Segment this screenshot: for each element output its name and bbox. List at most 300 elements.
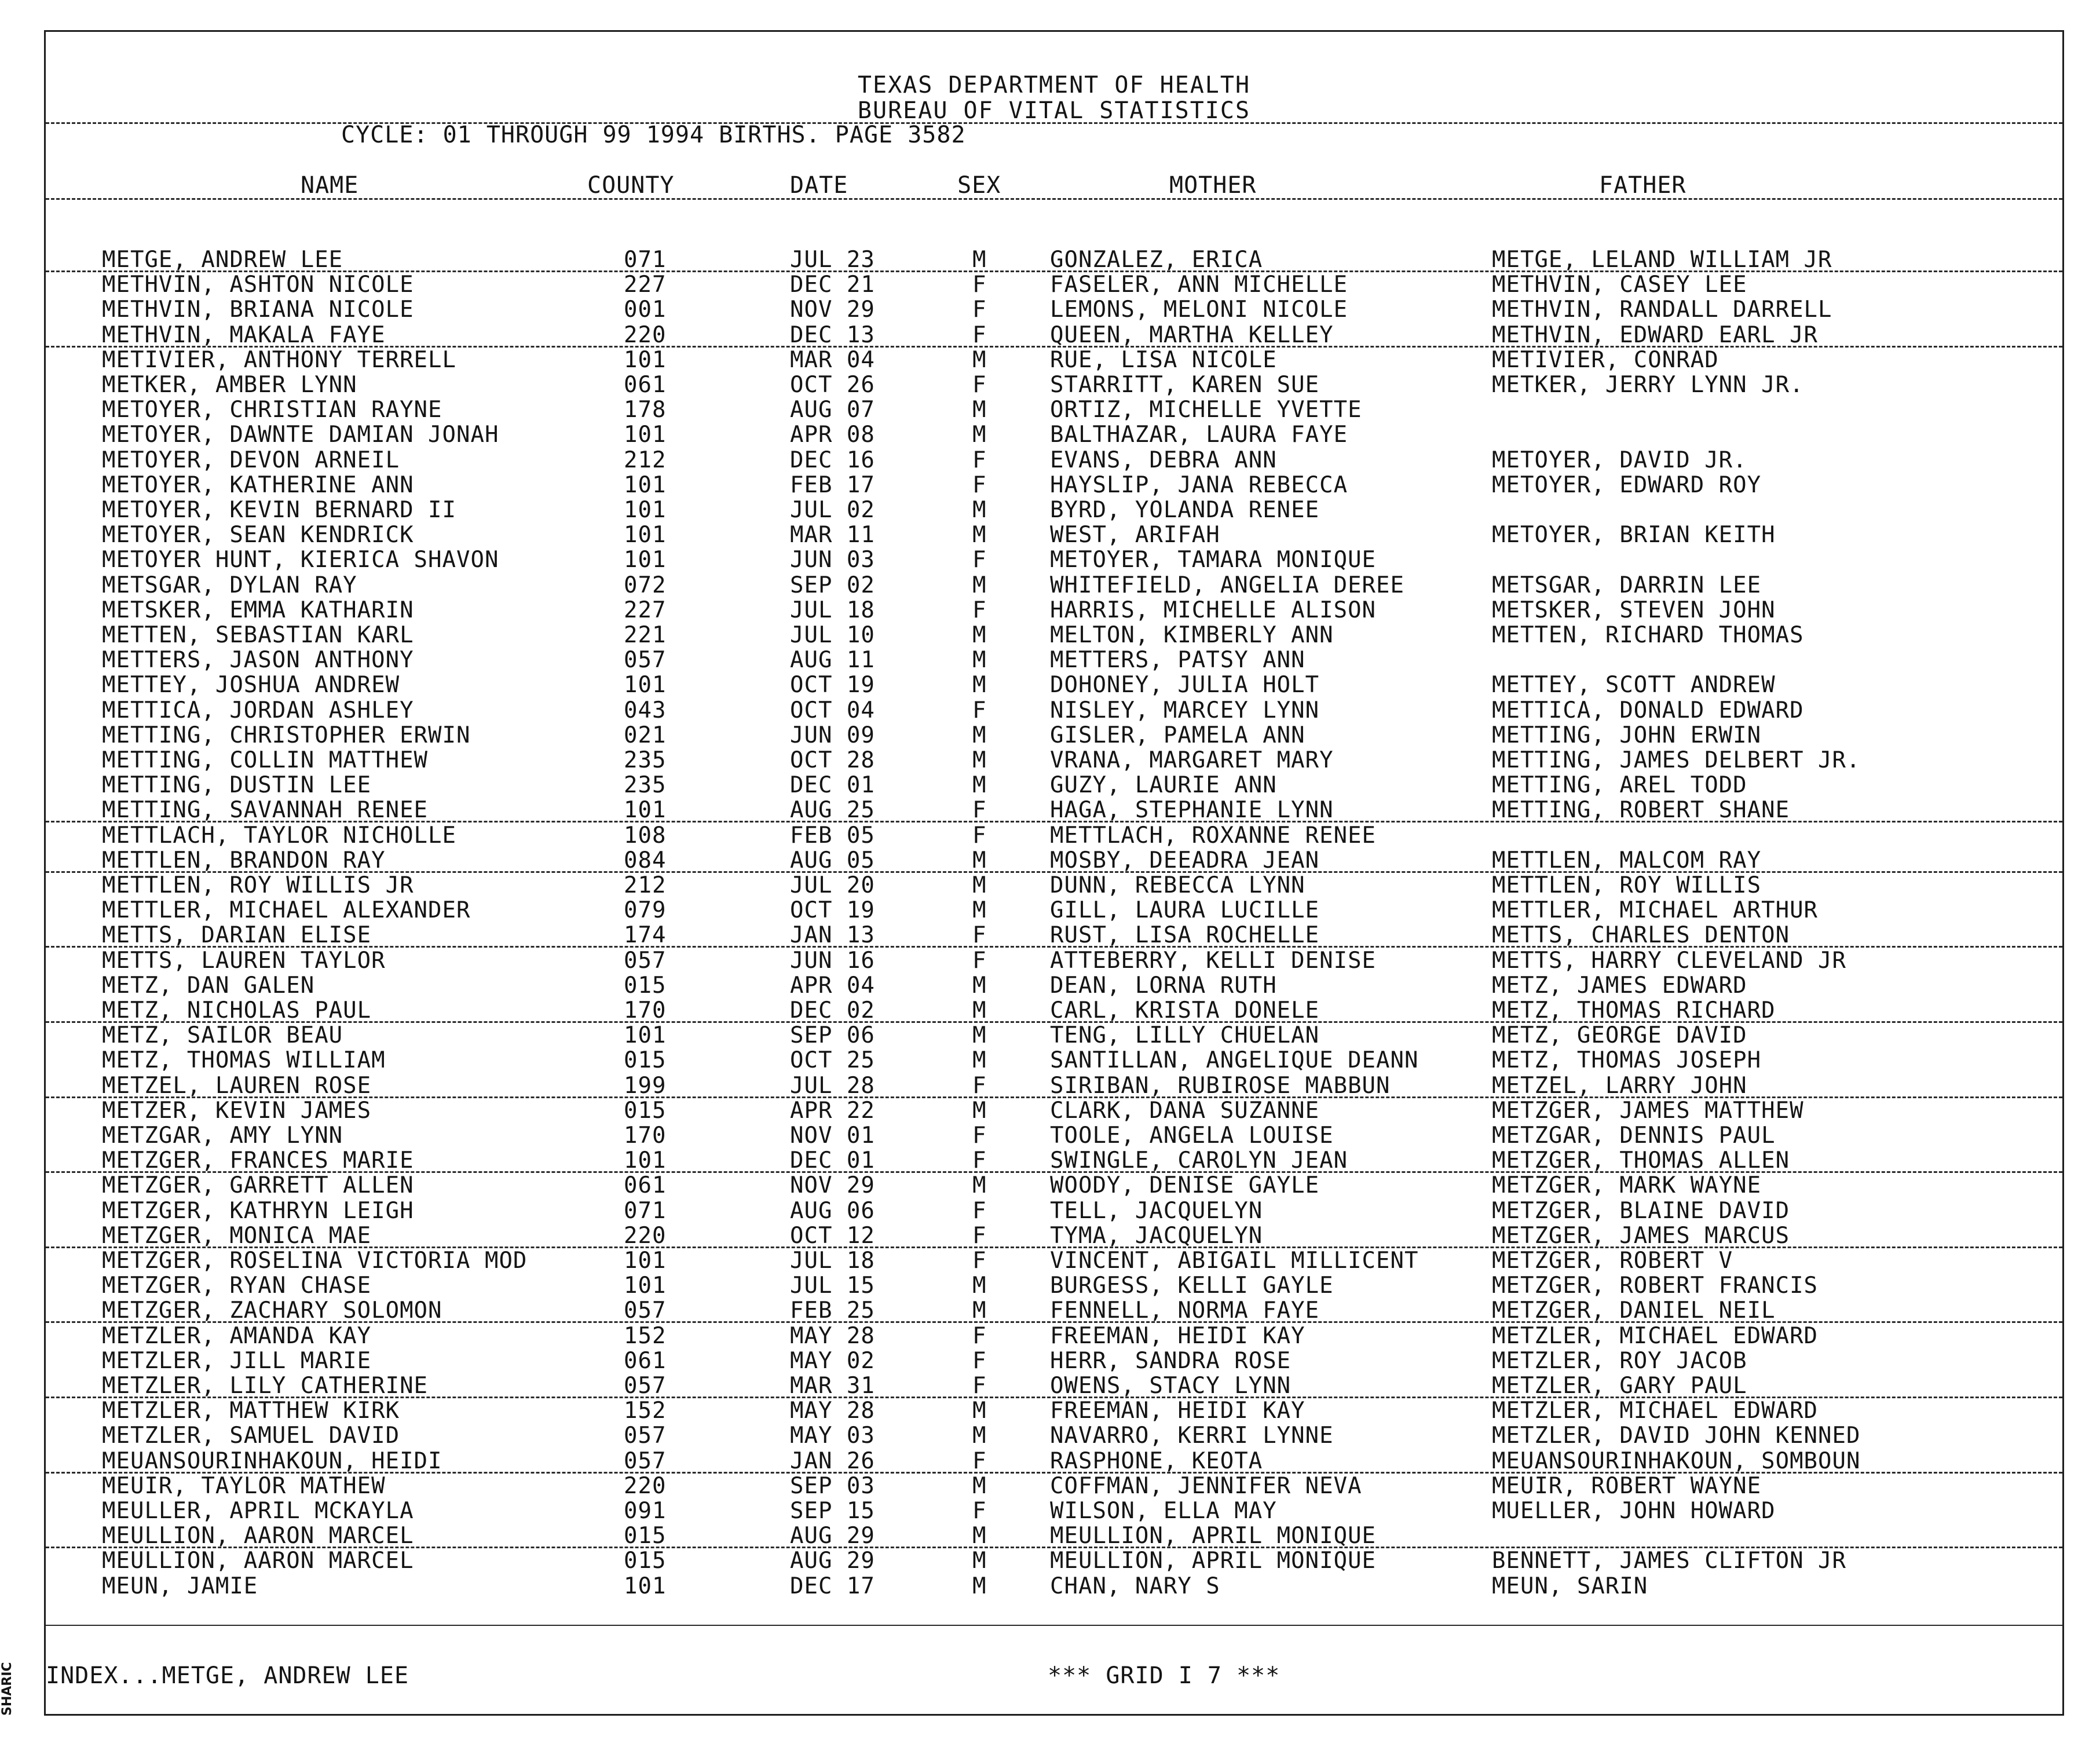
table-row — [46, 1373, 2062, 1398]
cell-mother: ORTIZ, MICHELLE YVETTE — [1050, 397, 1362, 423]
cell-father: METTLEN, ROY WILLIS — [1492, 872, 1762, 898]
cell-date: JAN 13 — [790, 922, 875, 948]
cell-name: METOYER HUNT, KIERICA SHAVON — [102, 547, 499, 573]
cell-sex: M — [972, 1573, 987, 1599]
cell-mother: STARRITT, KAREN SUE — [1050, 372, 1320, 398]
cell-mother: DUNN, REBECCA LYNN — [1050, 872, 1305, 898]
cell-county: 057 — [624, 1297, 667, 1324]
cell-sex: M — [972, 497, 987, 523]
table-row — [46, 1223, 2062, 1248]
cell-name: METZGER, FRANCES MARIE — [102, 1147, 414, 1174]
cell-date: JUL 10 — [790, 622, 875, 648]
cell-mother: HAYSLIP, JANA REBECCA — [1050, 472, 1348, 498]
side-stamp: SHARIC — [0, 1662, 14, 1716]
cell-county: 152 — [624, 1398, 667, 1424]
cell-father: METZGER, JAMES MARCUS — [1492, 1223, 1790, 1249]
cell-father: METTICA, DONALD EDWARD — [1492, 697, 1804, 723]
cell-date: OCT 12 — [790, 1223, 875, 1249]
cell-date: AUG 07 — [790, 397, 875, 423]
cell-father: METZLER, DAVID JOHN KENNED — [1492, 1423, 1861, 1449]
cycle-line: CYCLE: 01 THROUGH 99 1994 BIRTHS. PAGE 3582 — [341, 122, 966, 148]
cell-mother: METOYER, TAMARA MONIQUE — [1050, 547, 1377, 573]
table-row — [46, 1449, 2062, 1474]
cell-date: MAR 31 — [790, 1373, 875, 1399]
table-row — [46, 672, 2062, 697]
cell-mother: VRANA, MARGARET MARY — [1050, 747, 1334, 773]
cell-name: METTING, SAVANNAH RENEE — [102, 797, 429, 823]
table-row — [46, 247, 2062, 272]
cell-name: METOYER, SEAN KENDRICK — [102, 522, 414, 548]
cell-name: MEUIR, TAYLOR MATHEW — [102, 1473, 386, 1499]
cell-county: 071 — [624, 1198, 667, 1224]
cell-sex: F — [972, 1073, 987, 1099]
cell-sex: M — [972, 747, 987, 773]
cell-name: METTLEN, BRANDON RAY — [102, 847, 386, 873]
cell-sex: M — [972, 1098, 987, 1124]
cell-date: FEB 17 — [790, 472, 875, 498]
table-row — [46, 473, 2062, 498]
cell-father: METTING, ROBERT SHANE — [1492, 797, 1790, 823]
table-row — [46, 998, 2062, 1023]
cell-county: 212 — [624, 447, 667, 473]
cell-father: METZ, JAMES EDWARD — [1492, 973, 1747, 999]
cell-name: METZGER, ROSELINA VICTORIA MOD — [102, 1248, 528, 1274]
cell-county: 057 — [624, 1373, 667, 1399]
cell-father: METOYER, BRIAN KEITH — [1492, 522, 1776, 548]
cell-sex: M — [972, 872, 987, 898]
cell-mother: BALTHAZAR, LAURA FAYE — [1050, 422, 1348, 448]
cell-county: 101 — [624, 472, 667, 498]
cell-mother: TENG, LILLY CHUELAN — [1050, 1022, 1320, 1048]
cell-sex: F — [972, 1498, 987, 1524]
table-row — [46, 1474, 2062, 1498]
cell-father: METHVIN, RANDALL DARRELL — [1492, 297, 1832, 323]
cell-date: SEP 06 — [790, 1022, 875, 1048]
cell-name: METTS, LAUREN TAYLOR — [102, 948, 386, 974]
cell-date: MAR 04 — [790, 347, 875, 373]
cell-father: METIVIER, CONRAD — [1492, 347, 1719, 373]
cell-sex: F — [972, 1448, 987, 1474]
cell-county: 235 — [624, 772, 667, 798]
cell-father: METZGER, ROBERT V — [1492, 1248, 1733, 1274]
table-row — [46, 498, 2062, 522]
cell-date: JUL 28 — [790, 1073, 875, 1099]
table-row — [46, 1273, 2062, 1298]
cell-father: METTING, AREL TODD — [1492, 772, 1747, 798]
cell-county: 101 — [624, 497, 667, 523]
cell-date: APR 04 — [790, 973, 875, 999]
cell-father: METZ, GEORGE DAVID — [1492, 1022, 1747, 1048]
table-row — [46, 1423, 2062, 1448]
cell-sex: F — [972, 297, 987, 323]
table-row — [46, 1298, 2062, 1323]
cell-county: 178 — [624, 397, 667, 423]
cell-county: 072 — [624, 572, 667, 598]
table-row — [46, 1498, 2062, 1523]
cell-mother: TELL, JACQUELYN — [1050, 1198, 1263, 1224]
cell-date: AUG 29 — [790, 1523, 875, 1549]
table-row — [46, 323, 2062, 348]
cell-date: OCT 28 — [790, 747, 875, 773]
report-frame — [44, 30, 2064, 1716]
cell-name: METZLER, LILY CATHERINE — [102, 1373, 429, 1399]
cell-father: METOYER, DAVID JR. — [1492, 447, 1747, 473]
cell-sex: M — [972, 772, 987, 798]
cell-father: MEUANSOURINHAKOUN, SOMBOUN — [1492, 1448, 1861, 1474]
cell-father: METHVIN, EDWARD EARL JR — [1492, 322, 1819, 348]
cell-father: METZGER, DANIEL NEIL — [1492, 1297, 1776, 1324]
cell-date: JUL 18 — [790, 597, 875, 623]
cell-mother: BYRD, YOLANDA RENEE — [1050, 497, 1320, 523]
cell-sex: M — [972, 1273, 987, 1299]
index-label: INDEX...METGE, ANDREW LEE — [46, 1662, 409, 1689]
table-row — [46, 973, 2062, 998]
table-row — [46, 1123, 2062, 1148]
cell-sex: M — [972, 1398, 987, 1424]
cell-date: MAY 28 — [790, 1398, 875, 1424]
cell-county: 152 — [624, 1323, 667, 1349]
cell-father: METZGER, MARK WAYNE — [1492, 1172, 1762, 1198]
cell-county: 199 — [624, 1073, 667, 1099]
cell-father: BENNETT, JAMES CLIFTON JR — [1492, 1548, 1846, 1574]
cell-mother: RUST, LISA ROCHELLE — [1050, 922, 1320, 948]
table-row — [46, 348, 2062, 372]
cell-name: METTLER, MICHAEL ALEXANDER — [102, 897, 471, 923]
cell-county: 170 — [624, 1123, 667, 1149]
cell-father: METTLEN, MALCOM RAY — [1492, 847, 1762, 873]
cell-county: 101 — [624, 347, 667, 373]
footer-rule — [46, 1625, 2062, 1626]
cell-sex: M — [972, 397, 987, 423]
table-row — [46, 1023, 2062, 1048]
cell-date: OCT 25 — [790, 1047, 875, 1073]
cell-name: METZ, THOMAS WILLIAM — [102, 1047, 386, 1073]
cell-sex: M — [972, 1548, 987, 1574]
cell-name: METOYER, KATHERINE ANN — [102, 472, 414, 498]
cell-name: METOYER, DEVON ARNEIL — [102, 447, 400, 473]
cell-sex: M — [972, 522, 987, 548]
table-row — [46, 598, 2062, 623]
table-row — [46, 873, 2062, 898]
cell-sex: M — [972, 847, 987, 873]
cell-name: METZGAR, AMY LYNN — [102, 1123, 343, 1149]
cell-father: METZ, THOMAS JOSEPH — [1492, 1047, 1762, 1073]
column-header-rule — [46, 198, 2062, 200]
table-row — [46, 948, 2062, 973]
cell-sex: F — [972, 948, 987, 974]
cell-county: 084 — [624, 847, 667, 873]
cell-date: SEP 15 — [790, 1498, 875, 1524]
cell-name: METHVIN, MAKALA FAYE — [102, 322, 386, 348]
cell-date: MAY 03 — [790, 1423, 875, 1449]
cell-name: METTS, DARIAN ELISE — [102, 922, 372, 948]
table-row — [46, 522, 2062, 547]
cell-mother: BURGESS, KELLI GAYLE — [1050, 1273, 1334, 1299]
col-header-county: COUNTY — [587, 172, 675, 199]
cell-father: METZLER, MICHAEL EDWARD — [1492, 1323, 1819, 1349]
cell-name: METTING, CHRISTOPHER ERWIN — [102, 722, 471, 748]
cell-name: METTING, COLLIN MATTHEW — [102, 747, 429, 773]
cell-mother: DOHONEY, JULIA HOLT — [1050, 672, 1320, 698]
cell-mother: RASPHONE, KEOTA — [1050, 1448, 1263, 1474]
cell-sex: F — [972, 1223, 987, 1249]
cell-name: METZLER, SAMUEL DAVID — [102, 1423, 400, 1449]
cell-sex: F — [972, 697, 987, 723]
cell-mother: GONZALEZ, ERICA — [1050, 247, 1263, 273]
cell-sex: M — [972, 572, 987, 598]
table-row — [46, 1098, 2062, 1123]
cell-name: METZGER, ZACHARY SOLOMON — [102, 1297, 442, 1324]
cell-county: 061 — [624, 372, 667, 398]
cell-county: 101 — [624, 1573, 667, 1599]
cell-sex: F — [972, 472, 987, 498]
table-row — [46, 1523, 2062, 1548]
table-row — [46, 1248, 2062, 1273]
cell-sex: F — [972, 1123, 987, 1149]
cell-county: 057 — [624, 1448, 667, 1474]
cell-county: 091 — [624, 1498, 667, 1524]
cell-name: METZGER, KATHRYN LEIGH — [102, 1198, 414, 1224]
cell-county: 015 — [624, 1098, 667, 1124]
cell-county: 101 — [624, 1147, 667, 1174]
cell-county: 108 — [624, 823, 667, 849]
table-row — [46, 773, 2062, 798]
cell-date: JAN 26 — [790, 1448, 875, 1474]
col-header-father: FATHER — [1599, 172, 1686, 199]
col-header-date: DATE — [790, 172, 848, 199]
cell-name: METOYER, CHRISTIAN RAYNE — [102, 397, 442, 423]
cell-county: 061 — [624, 1348, 667, 1374]
cell-father: METOYER, EDWARD ROY — [1492, 472, 1762, 498]
cell-county: 057 — [624, 948, 667, 974]
cell-sex: M — [972, 973, 987, 999]
table-row — [46, 372, 2062, 397]
cell-mother: GUZY, LAURIE ANN — [1050, 772, 1277, 798]
cell-county: 212 — [624, 872, 667, 898]
cell-mother: GILL, LAURA LUCILLE — [1050, 897, 1320, 923]
cell-father: METZEL, LARRY JOHN — [1492, 1073, 1747, 1099]
table-row — [46, 623, 2062, 648]
cell-mother: TYMA, JACQUELYN — [1050, 1223, 1263, 1249]
cell-name: MEULLER, APRIL MCKAYLA — [102, 1498, 414, 1524]
cell-mother: HERR, SANDRA ROSE — [1050, 1348, 1292, 1374]
cell-county: 061 — [624, 1172, 667, 1198]
cell-date: APR 22 — [790, 1098, 875, 1124]
table-row — [46, 448, 2062, 473]
table-row — [46, 297, 2062, 322]
cell-mother: FREEMAN, HEIDI KAY — [1050, 1398, 1305, 1424]
cell-mother: DEAN, LORNA RUTH — [1050, 973, 1277, 999]
cell-sex: M — [972, 1297, 987, 1324]
cell-date: JUN 03 — [790, 547, 875, 573]
table-row — [46, 848, 2062, 873]
table-row — [46, 1398, 2062, 1423]
cell-name: METTLEN, ROY WILLIS JR — [102, 872, 414, 898]
cell-name: MEUANSOURINHAKOUN, HEIDI — [102, 1448, 442, 1474]
cell-county: 015 — [624, 1548, 667, 1574]
cell-mother: EVANS, DEBRA ANN — [1050, 447, 1277, 473]
cell-father: METGE, LELAND WILLIAM JR — [1492, 247, 1832, 273]
cell-father: METZGER, JAMES MATTHEW — [1492, 1098, 1804, 1124]
cell-date: AUG 29 — [790, 1548, 875, 1574]
cell-name: METGE, ANDREW LEE — [102, 247, 343, 273]
col-header-name: NAME — [301, 172, 359, 199]
cell-county: 101 — [624, 672, 667, 698]
cell-county: 221 — [624, 622, 667, 648]
cell-name: METZ, NICHOLAS PAUL — [102, 997, 372, 1023]
cell-sex: M — [972, 247, 987, 273]
cell-date: DEC 02 — [790, 997, 875, 1023]
cell-name: METZLER, AMANDA KAY — [102, 1323, 372, 1349]
cell-father: METSGAR, DARRIN LEE — [1492, 572, 1762, 598]
cell-name: METSKER, EMMA KATHARIN — [102, 597, 414, 623]
cell-date: DEC 17 — [790, 1573, 875, 1599]
cell-mother: RUE, LISA NICOLE — [1050, 347, 1277, 373]
cell-county: 235 — [624, 747, 667, 773]
cell-mother: MOSBY, DEEADRA JEAN — [1050, 847, 1320, 873]
cell-date: OCT 19 — [790, 897, 875, 923]
table-row — [46, 898, 2062, 923]
cell-name: METZ, SAILOR BEAU — [102, 1022, 343, 1048]
cell-date: JUN 16 — [790, 948, 875, 974]
cell-father: METTING, JOHN ERWIN — [1492, 722, 1762, 748]
cell-date: AUG 05 — [790, 847, 875, 873]
cell-father: METZGER, THOMAS ALLEN — [1492, 1147, 1790, 1174]
cell-date: AUG 06 — [790, 1198, 875, 1224]
cell-sex: M — [972, 622, 987, 648]
cell-mother: COFFMAN, JENNIFER NEVA — [1050, 1473, 1362, 1499]
cell-sex: F — [972, 1373, 987, 1399]
cell-mother: SWINGLE, CAROLYN JEAN — [1050, 1147, 1348, 1174]
cell-date: NOV 29 — [790, 1172, 875, 1198]
cell-sex: F — [972, 547, 987, 573]
cell-county: 101 — [624, 547, 667, 573]
cell-county: 021 — [624, 722, 667, 748]
cell-father: METTEY, SCOTT ANDREW — [1492, 672, 1776, 698]
cell-sex: F — [972, 1323, 987, 1349]
cell-name: METTEY, JOSHUA ANDREW — [102, 672, 400, 698]
cell-sex: F — [972, 447, 987, 473]
cell-name: METZEL, LAUREN ROSE — [102, 1073, 372, 1099]
cell-date: DEC 13 — [790, 322, 875, 348]
cell-county: 101 — [624, 797, 667, 823]
table-row — [46, 573, 2062, 598]
cell-date: SEP 03 — [790, 1473, 875, 1499]
cell-sex: F — [972, 922, 987, 948]
report-title: TEXAS DEPARTMENT OF HEALTH — [857, 72, 1251, 98]
cell-date: DEC 01 — [790, 1147, 875, 1174]
cell-county: 101 — [624, 522, 667, 548]
table-row — [46, 823, 2062, 848]
cell-mother: NAVARRO, KERRI LYNNE — [1050, 1423, 1334, 1449]
cell-sex: M — [972, 722, 987, 748]
cell-name: METZGER, RYAN CHASE — [102, 1273, 372, 1299]
cell-mother: NISLEY, MARCEY LYNN — [1050, 697, 1320, 723]
table-row — [46, 547, 2062, 572]
cell-father: METTS, CHARLES DENTON — [1492, 922, 1790, 948]
cell-sex: F — [972, 272, 987, 298]
cell-date: SEP 02 — [790, 572, 875, 598]
cell-name: METZ, DAN GALEN — [102, 973, 315, 999]
cell-mother: WILSON, ELLA MAY — [1050, 1498, 1277, 1524]
table-row — [46, 1548, 2062, 1573]
cell-name: METTERS, JASON ANTHONY — [102, 647, 414, 673]
cell-sex: F — [972, 797, 987, 823]
cell-date: OCT 04 — [790, 697, 875, 723]
cell-name: METZGER, MONICA MAE — [102, 1223, 372, 1249]
table-row — [46, 798, 2062, 823]
cell-mother: METTERS, PATSY ANN — [1050, 647, 1305, 673]
cell-name: METOYER, KEVIN BERNARD II — [102, 497, 456, 523]
cell-county: 101 — [624, 1022, 667, 1048]
cell-name: METIVIER, ANTHONY TERRELL — [102, 347, 456, 373]
cell-date: DEC 01 — [790, 772, 875, 798]
cell-mother: FENNELL, NORMA FAYE — [1050, 1297, 1320, 1324]
cell-father: METZGER, ROBERT FRANCIS — [1492, 1273, 1819, 1299]
cell-sex: F — [972, 1248, 987, 1274]
table-row — [46, 1574, 2062, 1599]
cell-county: 170 — [624, 997, 667, 1023]
cell-name: METTEN, SEBASTIAN KARL — [102, 622, 414, 648]
cell-date: AUG 11 — [790, 647, 875, 673]
cell-name: MEULLION, AARON MARCEL — [102, 1548, 414, 1574]
table-row — [46, 1148, 2062, 1173]
cell-county: 043 — [624, 697, 667, 723]
table-row — [46, 1198, 2062, 1223]
cell-father: METSKER, STEVEN JOHN — [1492, 597, 1776, 623]
cell-county: 220 — [624, 1473, 667, 1499]
cell-mother: TOOLE, ANGELA LOUISE — [1050, 1123, 1334, 1149]
cell-date: MAY 02 — [790, 1348, 875, 1374]
cell-mother: METTLACH, ROXANNE RENEE — [1050, 823, 1377, 849]
cell-father: METHVIN, CASEY LEE — [1492, 272, 1747, 298]
cell-name: METOYER, DAWNTE DAMIAN JONAH — [102, 422, 499, 448]
cell-mother: MEULLION, APRIL MONIQUE — [1050, 1523, 1377, 1549]
cell-name: METTICA, JORDAN ASHLEY — [102, 697, 414, 723]
cell-mother: HARRIS, MICHELLE ALISON — [1050, 597, 1377, 623]
cell-sex: M — [972, 672, 987, 698]
cell-father: METTLER, MICHAEL ARTHUR — [1492, 897, 1819, 923]
cell-name: METKER, AMBER LYNN — [102, 372, 357, 398]
cell-mother: CLARK, DANA SUZANNE — [1050, 1098, 1320, 1124]
cell-father: METZLER, GARY PAUL — [1492, 1373, 1747, 1399]
cell-mother: VINCENT, ABIGAIL MILLICENT — [1050, 1248, 1419, 1274]
cell-county: 101 — [624, 422, 667, 448]
cell-sex: M — [972, 422, 987, 448]
cell-sex: M — [972, 1473, 987, 1499]
table-row — [46, 272, 2062, 297]
cell-sex: M — [972, 347, 987, 373]
cell-county: 015 — [624, 1047, 667, 1073]
cell-county: 057 — [624, 1423, 667, 1449]
cell-father: METZLER, MICHAEL EDWARD — [1492, 1398, 1819, 1424]
cell-name: METHVIN, BRIANA NICOLE — [102, 297, 414, 323]
cell-mother: SIRIBAN, RUBIROSE MABBUN — [1050, 1073, 1391, 1099]
cell-mother: WHITEFIELD, ANGELIA DEREE — [1050, 572, 1404, 598]
cell-sex: M — [972, 1423, 987, 1449]
table-row — [46, 1324, 2062, 1348]
cell-mother: CHAN, NARY S — [1050, 1573, 1220, 1599]
cell-name: METTLACH, TAYLOR NICHOLLE — [102, 823, 456, 849]
cell-date: NOV 01 — [790, 1123, 875, 1149]
cell-date: JUL 15 — [790, 1273, 875, 1299]
cell-name: METZLER, MATTHEW KIRK — [102, 1398, 400, 1424]
cell-father: MUELLER, JOHN HOWARD — [1492, 1498, 1776, 1524]
cell-father: MEUIR, ROBERT WAYNE — [1492, 1473, 1762, 1499]
cell-sex: F — [972, 823, 987, 849]
cell-date: FEB 25 — [790, 1297, 875, 1324]
cell-date: AUG 25 — [790, 797, 875, 823]
